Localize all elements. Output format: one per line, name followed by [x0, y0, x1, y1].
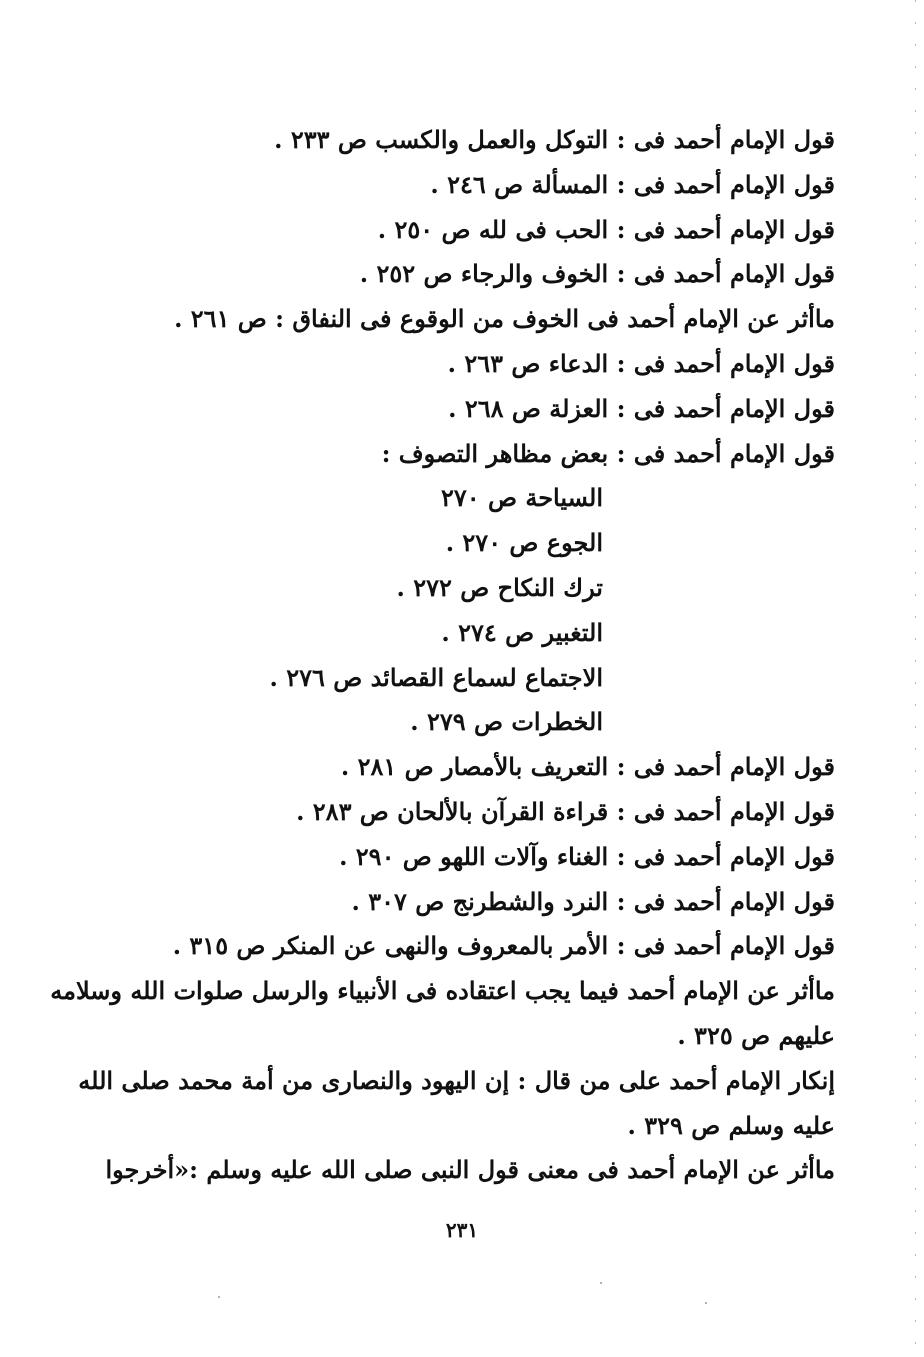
toc-line: قول الإمام أحمد فى : الغناء وآلات اللهو ص ٢٩٠ . [339, 841, 835, 871]
toc-subline: الجوع ص ٢٧٠ . [445, 528, 603, 558]
toc-line: قول الإمام أحمد فى : النرد والشطرنج ص ٣٠٧ . [351, 886, 835, 916]
toc-line: قول الإمام أحمد فى : الأمر بالمعروف والنهى عن المنكر ص ٣١٥ . [172, 931, 835, 961]
toc-line: قول الإمام أحمد فى : قراءة القرآن بالألحان ص ٢٨٣ . [296, 796, 835, 826]
toc-line: ماأثر عن الإمام أحمد فى معنى قول النبى صلى الله عليه وسلم :«أخرجوا [105, 1155, 835, 1185]
toc-line: قول الإمام أحمد فى : الدعاء ص ٢٦٣ . [447, 348, 835, 378]
toc-subline: الاجتماع لسماع القصائد ص ٢٧٦ . [269, 662, 603, 692]
toc-subline: السياحة ص ٢٧٠ [440, 483, 603, 513]
toc-subline: ترك النكاح ص ٢٧٢ . [396, 572, 603, 602]
toc-line: قول الإمام أحمد فى : العزلة ص ٢٦٨ . [448, 393, 835, 423]
toc-line: قول الإمام أحمد فى : التوكل والعمل والكسب ص ٢٣٣ . [274, 125, 835, 154]
scan-speck [218, 1296, 220, 1298]
toc-line: قول الإمام أحمد فى : الخوف والرجاء ص ٢٥٢ . [359, 259, 835, 289]
toc-line: قول الإمام أحمد فى : التعريف بالأمصار ص ٢٨١ . [340, 752, 835, 782]
toc-line: قول الإمام أحمد فى : بعض مظاهر التصوف : [381, 438, 835, 468]
toc-line: ماأثر عن الإمام أحمد فى الخوف من الوقوع فى النفاق : ص ٢٦١ . [174, 304, 835, 334]
toc-line-continuation: عليه وسلم ص ٣٢٩ . [627, 1110, 835, 1140]
table-of-contents [50, 118, 835, 1193]
scan-edge-mark [915, 0, 916, 1357]
toc-line-continuation: عليهم ص ٣٢٥ . [677, 1020, 835, 1050]
toc-subline: التغبير ص ٢٧٤ . [441, 617, 603, 647]
page-number: ٢٣١ [445, 1218, 479, 1242]
toc-subline: الخطرات ص ٢٧٩ . [410, 707, 603, 737]
scan-speck [705, 1302, 707, 1304]
toc-line: إنكار الإمام أحمد على من قال : إن اليهود والنصارى من أمة محمد صلى الله [78, 1065, 835, 1095]
toc-line: ماأثر عن الإمام أحمد فيما يجب اعتقاده فى الأنبياء والرسل صلوات الله وسلامه [50, 976, 835, 1006]
scan-speck [600, 1282, 602, 1284]
toc-line: قول الإمام أحمد فى : الحب فى لله ص ٢٥٠ . [377, 214, 835, 244]
toc-line: قول الإمام أحمد فى : المسألة ص ٢٤٦ . [430, 169, 835, 199]
